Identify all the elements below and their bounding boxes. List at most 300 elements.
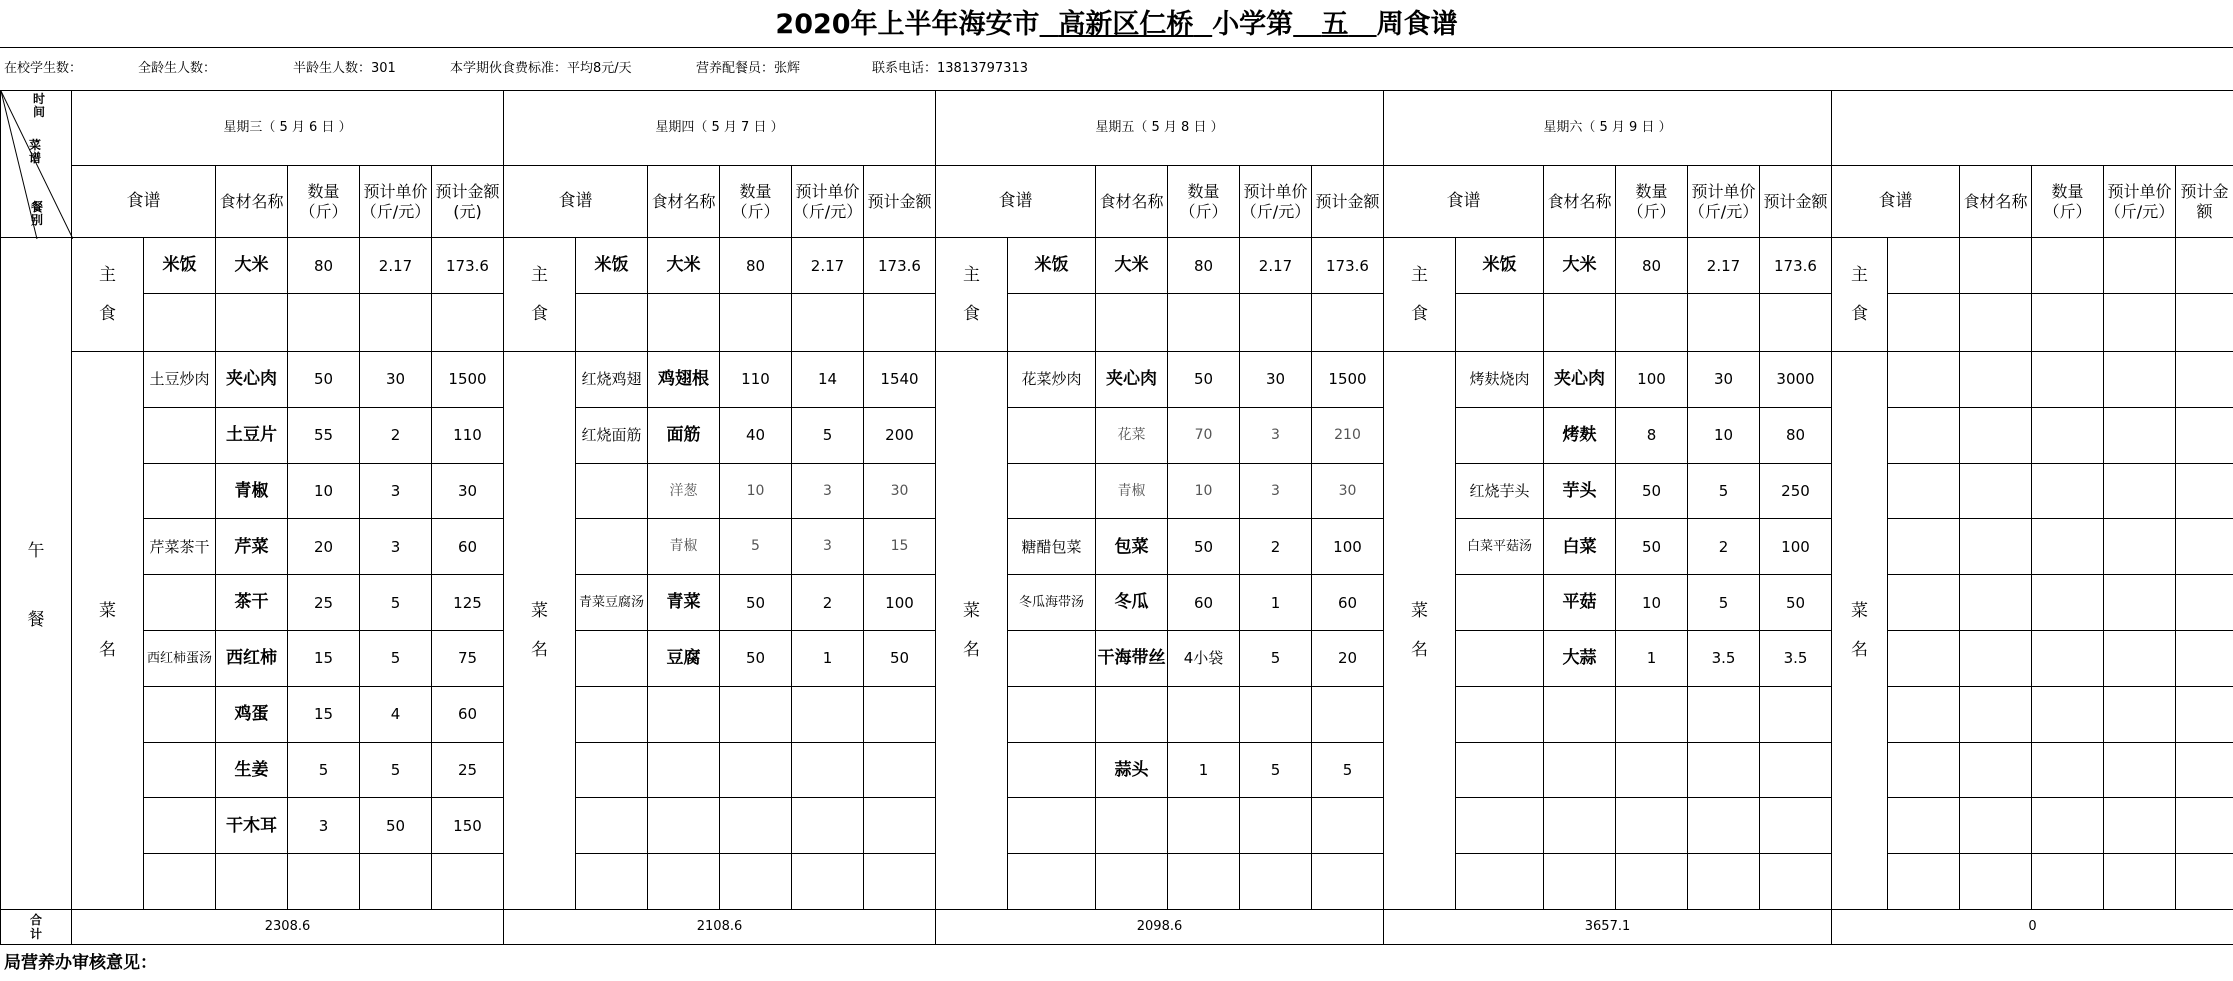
- info-standard: 本学期伙食费标准：平均8元/天: [450, 61, 632, 76]
- dish-data-cell: [1312, 854, 1384, 910]
- dish-data-cell: 60: [432, 519, 504, 575]
- dish-data-cell: 14: [792, 352, 864, 408]
- col-header-qty: 数量（斤）: [1616, 166, 1688, 238]
- col-header-menu: 食谱: [936, 166, 1096, 238]
- dish-data-cell: 50: [1168, 352, 1240, 408]
- dish-data-cell: 芋头: [1544, 464, 1616, 520]
- review-opinion-label: 局营养办审核意见：: [4, 953, 157, 973]
- dish-data-cell: 豆腐: [648, 631, 720, 687]
- dish-name-cell: [1456, 743, 1544, 799]
- dish-data-cell: [1688, 854, 1760, 910]
- dish-data-cell: 白菜: [1544, 519, 1616, 575]
- dish-data-cell: [2032, 408, 2104, 464]
- col-header-ingredient: 食材名称: [216, 166, 288, 238]
- dish-name-cell: [1888, 631, 1960, 687]
- dish-data-cell: 60: [1168, 575, 1240, 631]
- dish-label: 菜 名: [504, 352, 576, 910]
- dish-data-cell: [1312, 798, 1384, 854]
- dish-data-cell: 60: [1312, 575, 1384, 631]
- dish-data-cell: [1312, 687, 1384, 743]
- staple-empty-cell: [864, 294, 936, 352]
- dish-name-cell: [576, 519, 648, 575]
- dish-name-cell: 红烧鸡翅: [576, 352, 648, 408]
- total-label: [0, 910, 72, 945]
- dish-data-cell: 花菜: [1096, 408, 1168, 464]
- staple-empty-cell: [1688, 294, 1760, 352]
- dish-data-cell: [2032, 743, 2104, 799]
- dish-data-cell: [2032, 464, 2104, 520]
- day-total-3: 3657.1: [1384, 910, 1832, 945]
- dish-name-cell: [1888, 352, 1960, 408]
- dish-data-cell: [2104, 519, 2176, 575]
- dish-data-cell: 5: [1688, 464, 1760, 520]
- dish-data-cell: 50: [288, 352, 360, 408]
- dish-data-cell: 10: [288, 464, 360, 520]
- info-full-age: 全龄生人数：: [138, 61, 217, 76]
- dish-data-cell: 干木耳: [216, 798, 288, 854]
- dish-data-cell: 3: [792, 519, 864, 575]
- corner-time-label: 时间: [33, 92, 46, 119]
- day-total-1: 2108.6: [504, 910, 936, 945]
- dish-data-cell: 夹心肉: [216, 352, 288, 408]
- staple-empty-cell: [288, 294, 360, 352]
- staple-cell: 米饭: [576, 238, 648, 294]
- dish-data-cell: [2104, 352, 2176, 408]
- dish-data-cell: [648, 687, 720, 743]
- staple-cell: 80: [1616, 238, 1688, 294]
- dish-data-cell: [1960, 464, 2032, 520]
- dish-data-cell: 8: [1616, 408, 1688, 464]
- dish-data-cell: [1616, 854, 1688, 910]
- dish-data-cell: 干海带丝: [1096, 631, 1168, 687]
- dish-data-cell: [2176, 798, 2233, 854]
- staple-cell: 大米: [1544, 238, 1616, 294]
- dish-data-cell: 3.5: [1760, 631, 1832, 687]
- dish-name-cell: [1008, 408, 1096, 464]
- dish-data-cell: 包菜: [1096, 519, 1168, 575]
- dish-data-cell: [2176, 575, 2233, 631]
- dish-name-cell: [1888, 798, 1960, 854]
- staple-empty-cell: [1616, 294, 1688, 352]
- dish-name-cell: [576, 798, 648, 854]
- dish-data-cell: 5: [1312, 743, 1384, 799]
- day-header-2: 星期五（ 5 月 8 日 ）: [936, 90, 1384, 166]
- dish-data-cell: [2176, 352, 2233, 408]
- dish-data-cell: 20: [1312, 631, 1384, 687]
- staple-empty-cell: [1312, 294, 1384, 352]
- dish-name-cell: [1008, 798, 1096, 854]
- staple-empty-cell: [432, 294, 504, 352]
- dish-name-cell: 青菜豆腐汤: [576, 575, 648, 631]
- dish-data-cell: 100: [1616, 352, 1688, 408]
- dish-name-cell: [576, 687, 648, 743]
- dish-data-cell: 50: [720, 575, 792, 631]
- dish-name-cell: [1008, 631, 1096, 687]
- staple-empty-cell: [2104, 294, 2176, 352]
- staple-empty-cell: [1456, 294, 1544, 352]
- dish-data-cell: [1240, 854, 1312, 910]
- dish-name-cell: 烤麸烧肉: [1456, 352, 1544, 408]
- staple-cell: 2.17: [360, 238, 432, 294]
- dish-data-cell: [432, 854, 504, 910]
- dish-data-cell: [1544, 798, 1616, 854]
- dish-data-cell: 30: [1240, 352, 1312, 408]
- dish-data-cell: 1540: [864, 352, 936, 408]
- staple-cell: [2104, 238, 2176, 294]
- dish-data-cell: 烤麸: [1544, 408, 1616, 464]
- col-header-amount: 预计金额: [864, 166, 936, 238]
- dish-data-cell: 土豆片: [216, 408, 288, 464]
- dish-data-cell: 5: [1240, 743, 1312, 799]
- dish-data-cell: 3: [360, 519, 432, 575]
- dish-name-cell: [1456, 575, 1544, 631]
- dish-name-cell: [1008, 464, 1096, 520]
- dish-data-cell: [2032, 631, 2104, 687]
- dish-data-cell: 200: [864, 408, 936, 464]
- dish-data-cell: [1688, 798, 1760, 854]
- title-district: 高新区仁桥: [1058, 9, 1194, 40]
- staple-empty-cell: [1096, 294, 1168, 352]
- dish-data-cell: [1240, 798, 1312, 854]
- dish-data-cell: 10: [720, 464, 792, 520]
- col-header-price: 预计单价（斤/元）: [2104, 166, 2176, 238]
- col-header-qty: 数量（斤）: [2032, 166, 2104, 238]
- dish-data-cell: 50: [864, 631, 936, 687]
- dish-name-cell: [1888, 687, 1960, 743]
- dish-label: 菜 名: [1384, 352, 1456, 910]
- dish-data-cell: 40: [720, 408, 792, 464]
- dish-name-cell: 芹菜茶干: [144, 519, 216, 575]
- dish-data-cell: [1168, 854, 1240, 910]
- dish-data-cell: [1616, 687, 1688, 743]
- dish-data-cell: 芹菜: [216, 519, 288, 575]
- menu-table: [0, 90, 2233, 945]
- dish-data-cell: 125: [432, 575, 504, 631]
- col-header-ingredient: 食材名称: [1096, 166, 1168, 238]
- dish-data-cell: [2176, 854, 2233, 910]
- dish-data-cell: [2032, 352, 2104, 408]
- dish-data-cell: [1096, 798, 1168, 854]
- dish-data-cell: [1096, 854, 1168, 910]
- dish-data-cell: 1: [1168, 743, 1240, 799]
- dish-data-cell: 5: [1240, 631, 1312, 687]
- dish-data-cell: 5: [360, 575, 432, 631]
- dish-data-cell: 5: [1688, 575, 1760, 631]
- dish-data-cell: 50: [360, 798, 432, 854]
- dish-data-cell: [864, 798, 936, 854]
- dish-data-cell: [1760, 743, 1832, 799]
- dish-data-cell: [1688, 687, 1760, 743]
- staple-label: 主 食: [504, 238, 576, 352]
- dish-data-cell: 50: [1616, 464, 1688, 520]
- dish-data-cell: [720, 687, 792, 743]
- dish-data-cell: 110: [432, 408, 504, 464]
- dish-data-cell: [2032, 798, 2104, 854]
- dish-data-cell: [2104, 631, 2176, 687]
- dish-name-cell: 红烧芋头: [1456, 464, 1544, 520]
- dish-data-cell: 100: [1312, 519, 1384, 575]
- dish-data-cell: 2: [360, 408, 432, 464]
- dish-data-cell: [2032, 519, 2104, 575]
- dish-data-cell: [1960, 352, 2032, 408]
- dish-data-cell: [2104, 408, 2176, 464]
- col-header-menu: 食谱: [504, 166, 648, 238]
- col-header-ingredient: 食材名称: [1960, 166, 2032, 238]
- dish-name-cell: [1888, 854, 1960, 910]
- title-suffix: 周食谱: [1376, 9, 1458, 40]
- title-middle: 小学第: [1212, 9, 1294, 40]
- dish-data-cell: [2176, 464, 2233, 520]
- info-phone: 联系电话：13813797313: [872, 61, 1028, 76]
- staple-empty-cell: [144, 294, 216, 352]
- staple-cell: 2.17: [1688, 238, 1760, 294]
- staple-cell: 80: [288, 238, 360, 294]
- dish-data-cell: [2176, 631, 2233, 687]
- staple-cell: 大米: [216, 238, 288, 294]
- staple-label: 主 食: [936, 238, 1008, 352]
- staple-cell: 大米: [648, 238, 720, 294]
- dish-data-cell: [1544, 743, 1616, 799]
- dish-name-cell: [1456, 854, 1544, 910]
- dish-data-cell: 3: [1240, 464, 1312, 520]
- staple-empty-cell: [1960, 294, 2032, 352]
- dish-data-cell: [2032, 854, 2104, 910]
- dish-data-cell: 20: [288, 519, 360, 575]
- staple-cell: 173.6: [1312, 238, 1384, 294]
- dish-data-cell: [864, 687, 936, 743]
- dish-data-cell: [2104, 798, 2176, 854]
- dish-data-cell: 4: [360, 687, 432, 743]
- dish-data-cell: 夹心肉: [1096, 352, 1168, 408]
- staple-cell: [1960, 238, 2032, 294]
- dish-data-cell: 50: [1616, 519, 1688, 575]
- staple-cell: 米饭: [1008, 238, 1096, 294]
- staple-cell: [1888, 238, 1960, 294]
- dish-data-cell: [288, 854, 360, 910]
- staple-empty-cell: [1544, 294, 1616, 352]
- dish-data-cell: 60: [432, 687, 504, 743]
- staple-label: 主 食: [72, 238, 144, 352]
- dish-data-cell: 洋葱: [648, 464, 720, 520]
- dish-name-cell: [1008, 854, 1096, 910]
- lunch-label: [0, 262, 72, 910]
- day-header-3: 星期六（ 5 月 9 日 ）: [1384, 90, 1832, 166]
- dish-data-cell: 面筋: [648, 408, 720, 464]
- dish-data-cell: 2: [1688, 519, 1760, 575]
- dish-data-cell: [1616, 743, 1688, 799]
- dish-name-cell: 冬瓜海带汤: [1008, 575, 1096, 631]
- staple-empty-cell: [1008, 294, 1096, 352]
- dish-name-cell: [144, 743, 216, 799]
- dish-data-cell: [1544, 687, 1616, 743]
- dish-data-cell: 茶干: [216, 575, 288, 631]
- dish-data-cell: [1960, 519, 2032, 575]
- staple-cell: [2032, 238, 2104, 294]
- staple-empty-cell: [720, 294, 792, 352]
- dish-data-cell: 75: [432, 631, 504, 687]
- dish-name-cell: [1456, 798, 1544, 854]
- dish-name-cell: [576, 631, 648, 687]
- dish-data-cell: 青椒: [1096, 464, 1168, 520]
- dish-data-cell: 生姜: [216, 743, 288, 799]
- dish-name-cell: [1888, 743, 1960, 799]
- dish-data-cell: 4小袋: [1168, 631, 1240, 687]
- dish-data-cell: 青椒: [648, 519, 720, 575]
- dish-data-cell: [1168, 798, 1240, 854]
- staple-cell: [2176, 238, 2233, 294]
- dish-data-cell: [792, 687, 864, 743]
- day-header-0: 星期三（ 5 月 6 日 ）: [72, 90, 504, 166]
- dish-data-cell: [792, 798, 864, 854]
- dish-label: 菜 名: [1832, 352, 1888, 910]
- dish-data-cell: 青菜: [648, 575, 720, 631]
- dish-data-cell: [1960, 631, 2032, 687]
- dish-data-cell: 110: [720, 352, 792, 408]
- dish-data-cell: [648, 798, 720, 854]
- dish-data-cell: 2: [792, 575, 864, 631]
- dish-data-cell: 西红柿: [216, 631, 288, 687]
- dish-name-cell: [144, 464, 216, 520]
- dish-data-cell: 1500: [432, 352, 504, 408]
- dish-name-cell: [144, 798, 216, 854]
- dish-data-cell: [720, 743, 792, 799]
- dish-data-cell: [720, 854, 792, 910]
- staple-empty-cell: [2032, 294, 2104, 352]
- dish-data-cell: [720, 798, 792, 854]
- staple-cell: 173.6: [1760, 238, 1832, 294]
- dish-data-cell: [2176, 687, 2233, 743]
- dish-data-cell: [2104, 854, 2176, 910]
- dish-data-cell: 青椒: [216, 464, 288, 520]
- staple-empty-cell: [216, 294, 288, 352]
- dish-data-cell: 1: [1240, 575, 1312, 631]
- dish-data-cell: 5: [360, 743, 432, 799]
- dish-data-cell: 3: [360, 464, 432, 520]
- dish-name-cell: [1456, 687, 1544, 743]
- dish-data-cell: [2104, 464, 2176, 520]
- staple-empty-cell: [648, 294, 720, 352]
- staple-empty-cell: [1240, 294, 1312, 352]
- dish-data-cell: 70: [1168, 408, 1240, 464]
- dish-name-cell: [1456, 631, 1544, 687]
- dish-name-cell: 西红柿蛋汤: [144, 631, 216, 687]
- dish-data-cell: [360, 854, 432, 910]
- dish-data-cell: 15: [864, 519, 936, 575]
- staple-empty-cell: [2176, 294, 2233, 352]
- dish-data-cell: 大蒜: [1544, 631, 1616, 687]
- total-label-a: 合: [29, 912, 42, 927]
- dish-data-cell: 3.5: [1688, 631, 1760, 687]
- dish-data-cell: 10: [1616, 575, 1688, 631]
- info-nutritionist: 营养配餐员：张辉: [696, 61, 801, 76]
- dish-name-cell: [144, 575, 216, 631]
- col-header-ingredient: 食材名称: [1544, 166, 1616, 238]
- dish-data-cell: [2032, 575, 2104, 631]
- dish-data-cell: [1760, 687, 1832, 743]
- dish-data-cell: 30: [864, 464, 936, 520]
- dish-data-cell: 30: [1312, 464, 1384, 520]
- staple-cell: 173.6: [432, 238, 504, 294]
- dish-name-cell: [576, 743, 648, 799]
- corner-meal-label: 餐别: [31, 200, 44, 227]
- info-half-age: 半龄生人数：301: [293, 61, 396, 76]
- dish-data-cell: 鸡蛋: [216, 687, 288, 743]
- lunch-label-a: 午: [27, 541, 45, 562]
- table-corner-header: [0, 90, 72, 238]
- staple-cell: 2.17: [792, 238, 864, 294]
- staple-cell: 米饭: [144, 238, 216, 294]
- dish-name-cell: 红烧面筋: [576, 408, 648, 464]
- staple-label: 主 食: [1384, 238, 1456, 352]
- dish-data-cell: [1688, 743, 1760, 799]
- dish-data-cell: 冬瓜: [1096, 575, 1168, 631]
- dish-data-cell: [1168, 687, 1240, 743]
- col-header-amount: 预计金额: [1760, 166, 1832, 238]
- dish-data-cell: [1960, 743, 2032, 799]
- dish-data-cell: 蒜头: [1096, 743, 1168, 799]
- dish-data-cell: [1960, 687, 2032, 743]
- dish-data-cell: 55: [288, 408, 360, 464]
- dish-data-cell: [2176, 743, 2233, 799]
- dish-data-cell: 鸡翅根: [648, 352, 720, 408]
- page-title: [0, 0, 2233, 48]
- dish-name-cell: [1008, 687, 1096, 743]
- dish-name-cell: [144, 408, 216, 464]
- corner-menu-label: 菜谱: [29, 138, 42, 165]
- dish-data-cell: 30: [432, 464, 504, 520]
- dish-data-cell: 1: [1616, 631, 1688, 687]
- day-total-2: 2098.6: [936, 910, 1384, 945]
- dish-name-cell: [1888, 575, 1960, 631]
- col-header-qty: 数量（斤）: [1168, 166, 1240, 238]
- dish-data-cell: [648, 743, 720, 799]
- col-header-ingredient: 食材名称: [648, 166, 720, 238]
- dish-data-cell: [1960, 408, 2032, 464]
- dish-data-cell: [792, 743, 864, 799]
- dish-data-cell: [1616, 798, 1688, 854]
- col-header-amount: 预计金额(元): [432, 166, 504, 238]
- dish-data-cell: 30: [360, 352, 432, 408]
- dish-data-cell: 250: [1760, 464, 1832, 520]
- dish-data-cell: 3: [792, 464, 864, 520]
- dish-data-cell: 3000: [1760, 352, 1832, 408]
- dish-data-cell: [1760, 798, 1832, 854]
- staple-cell: 2.17: [1240, 238, 1312, 294]
- dish-data-cell: [1240, 687, 1312, 743]
- dish-data-cell: 100: [864, 575, 936, 631]
- dish-data-cell: 3: [1240, 408, 1312, 464]
- dish-data-cell: [1960, 798, 2032, 854]
- dish-data-cell: 15: [288, 631, 360, 687]
- dish-data-cell: [2176, 519, 2233, 575]
- dish-data-cell: 100: [1760, 519, 1832, 575]
- dish-data-cell: [216, 854, 288, 910]
- total-label-b: 计: [29, 927, 42, 941]
- dish-data-cell: [2104, 687, 2176, 743]
- staple-empty-cell: [792, 294, 864, 352]
- dish-data-cell: 5: [288, 743, 360, 799]
- dish-data-cell: 3: [288, 798, 360, 854]
- staple-cell: 173.6: [864, 238, 936, 294]
- dish-data-cell: [1096, 687, 1168, 743]
- dish-name-cell: [576, 464, 648, 520]
- dish-data-cell: [1544, 854, 1616, 910]
- col-header-price: 预计单价（斤/元）: [360, 166, 432, 238]
- dish-data-cell: [2032, 687, 2104, 743]
- dish-data-cell: 1500: [1312, 352, 1384, 408]
- day-header-1: 星期四（ 5 月 7 日 ）: [504, 90, 936, 166]
- dish-label: 菜 名: [936, 352, 1008, 910]
